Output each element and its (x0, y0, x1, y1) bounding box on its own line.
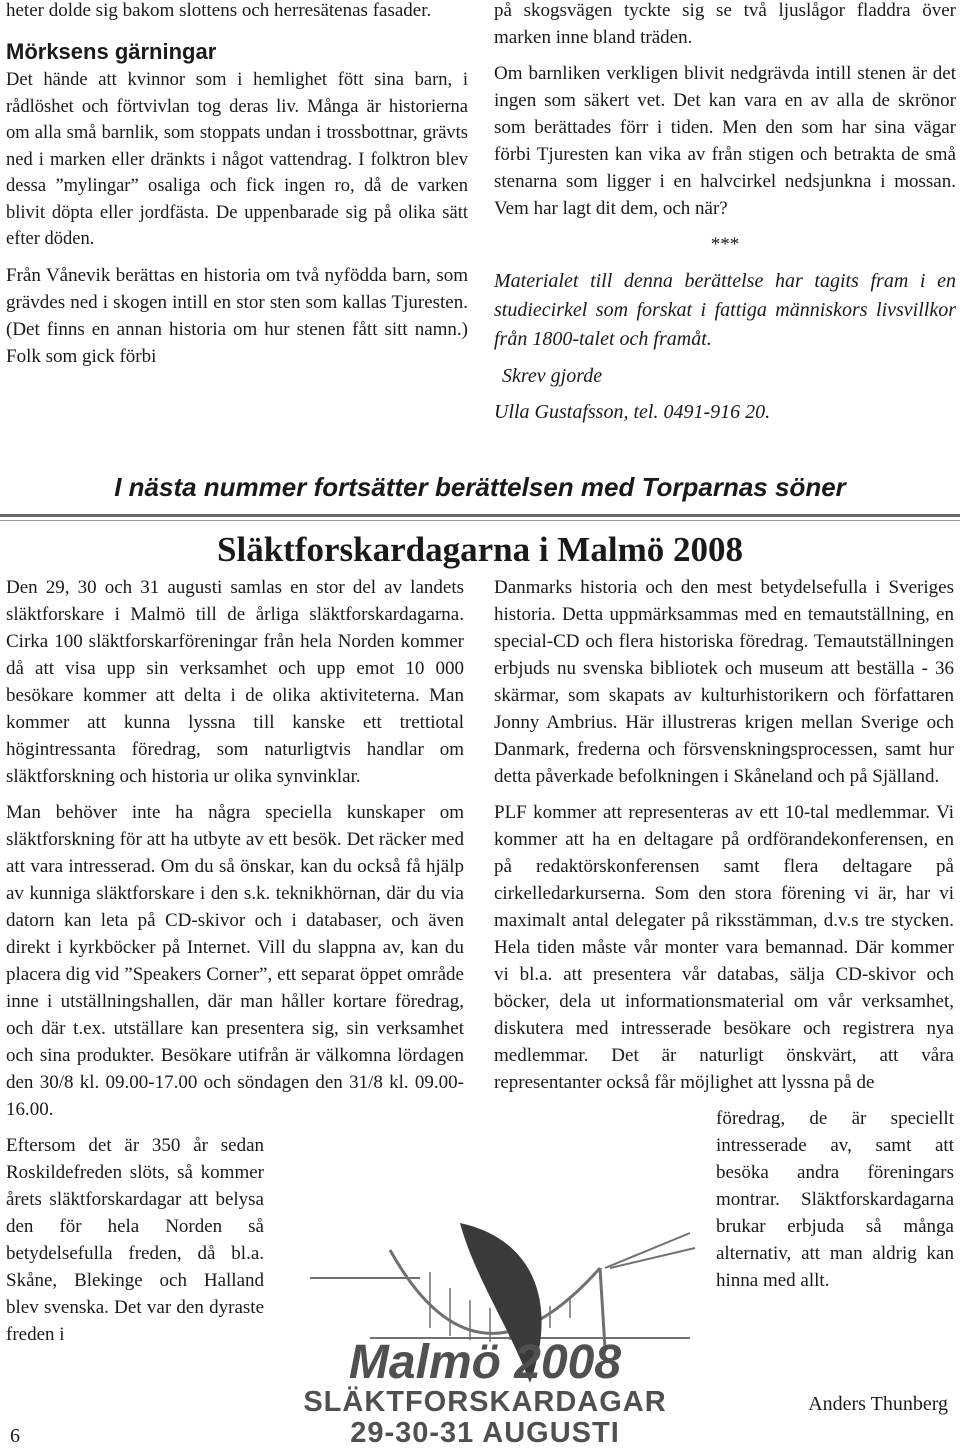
story-paragraph: på skogsvägen tyckte sig se två ljuslågor fladdra över marken inne bland träden. (494, 0, 956, 48)
author-signature: Anders Thunberg (808, 1393, 948, 1415)
divider-rule (0, 520, 960, 521)
logo-wordmark: Malmö 2008 (348, 1336, 622, 1389)
article-paragraph: Danmarks historia och den mest betydelsefulla i Sveriges historia. Detta uppmärksammas med en temautställning, en special-CD och flera historiska föredrag. Temautställningen erbjuds nu svenska bibliotek och museum att beställa - 36 skärmar, som skapats av kulturhistorikern och författaren Jonny Ambrius. Här illustreras krigen mellan Sverige och Danmark, frederna och försvenskningsprocessen, samt hur detta påverkade befolkningen i Skåneland och på Själland. (494, 577, 954, 787)
page-number: 6 (10, 1425, 20, 1447)
credit-text: Materialet till denna berättelse har tagits fram i en studiecirkel som forskat i fattiga människors livsvillkor från 1800-talet och framåt. (494, 270, 956, 350)
story-paragraph: Om barnliken verkligen blivit nedgrävda intill stenen är det ingen som säkert vet. Det kan vara en av alla de skrönor som berättades förr i tiden. Men den som har sina vägar förbi Tjuresten kan vika av från stigen och betrakta de små stenarna som ligger i en halvcirkel nedsjunkna i mossan. Vem har lagt dit dem, och när? (494, 63, 956, 219)
logo-line2: 29-30-31 AUGUSTI (350, 1417, 620, 1449)
byline-name: Ulla Gustafsson, tel. 0491-916 20. (494, 401, 771, 423)
section-heading: Mörksens gärningar (6, 39, 217, 64)
next-issue-teaser: I nästa nummer fortsätter berättelsen med Torparnas söner (114, 472, 846, 502)
article-paragraph: föredrag, de är speciellt intresserade av, samt att besöka andra föreningars montrar. Släktforskardagarna brukar erbjuda så många alternativ, att man aldrig kan hinna med allt. (716, 1108, 954, 1291)
story-paragraph: Från Vånevik berättas en historia om två nyfödda barn, som grävdes ned i skogen intill en stor sten som kallas Tjuresten. (Det finns en annan historia om hur stenen fått sitt namn.) Folk som gick förbi (6, 264, 468, 367)
article-headline: Släktforskardagarna i Malmö 2008 (217, 530, 743, 569)
article-right-column (494, 574, 954, 1303)
story-intro-text: heter dolde sig bakom slottens och herresätenas fasader. (6, 0, 432, 21)
malmo-2008-logo (270, 1208, 700, 1453)
logo-line1: SLÄKTFORSKARDAGAR (303, 1386, 667, 1418)
divider-rule (0, 514, 960, 517)
story-paragraph: Det hände att kvinnor som i hemlighet fött sina barn, i rådlöshet och förtvivlan tog deras liv. Många är historierna om alla små barnlik, som stoppats undan i trossbottnar, grävts ned i marken eller dränkts i något vattendrag. I folktron blev dessa ”mylingar” osaliga och fick ingen ro, då de varken blivit döpta eller jordfästa. De uppenbarade sig på olika sätt efter döden. (6, 70, 468, 249)
article-paragraph: Man behöver inte ha några speciella kunskaper om släktforskning för att ha utbyte av ett besök. Det räcker med att vara intresserad. Om du så önskar, kan du också få hjälp av kunniga släktforskare i den s.k. teknikhörnan, där du via datorn kan leta på CD-skivor och i databaser, och även direkt i kyrkböcker på Internet. Vill du slappna av, kan du placera dig vid ”Speakers Corner”, ett separat öppet område inne i utställningshallen, där man håller kortare föredrag, och där t.ex. utställare kan presentera sig, sin verksamhet och sina produkter. Besökare utifrån är välkomna lördagen den 30/8 kl. 09.00-17.00 och söndagen den 31/8 kl. 09.00-16.00. (6, 802, 464, 1120)
section-separator: *** (710, 234, 740, 255)
article-paragraph: Eftersom det är 350 år sedan Roskildefreden slöts, så kommer årets släktforskardagar att belysa den för hela Norden så betydelsefulla freden, då bl.a. Skåne, Blekinge och Halland blev svenska. Det var den dyraste freden i (6, 1135, 264, 1345)
article-paragraph: PLF kommer att representeras av ett 10-tal medlemmar. Vi kommer att ha en deltagare på ordförandekonferensen, en på redaktörskonferensen samt flera deltagare på cirkelledarkurserna. Som den stora förening vi är, har vi maximalt antal delegater på riksstämman, d.v.s tre stycken. Hela tiden måste vår monter vara bemannad. Där kommer vi bl.a. att presentera vår databas, sälja CD-skivor och böcker, dela ut informationsmaterial om vår verksamhet, diskutera med intresserade besökare och registrera nya medlemmar. Det är naturligt önskvärt, att våra representanter också får möjlighet att lyssna på de (494, 802, 954, 1093)
story-left-column (6, 0, 468, 379)
byline-label: Skrev gjorde (502, 365, 603, 387)
story-right-column (494, 0, 956, 435)
article-paragraph: Den 29, 30 och 31 augusti samlas en stor del av landets släktforskare i Malmö till de årliga släktforskardagarna. Cirka 100 släktforskarföreningar från hela Norden kommer då att visa upp sin verksamhet och upp emot 10 000 besökare kommer att delta i de olika aktiviteterna. Man kommer att kunna lyssna till kanske ett trettiotal högintressanta föredrag, som naturligtvis handlar om släktforskning och historia ur olika synvinklar. (6, 577, 464, 787)
